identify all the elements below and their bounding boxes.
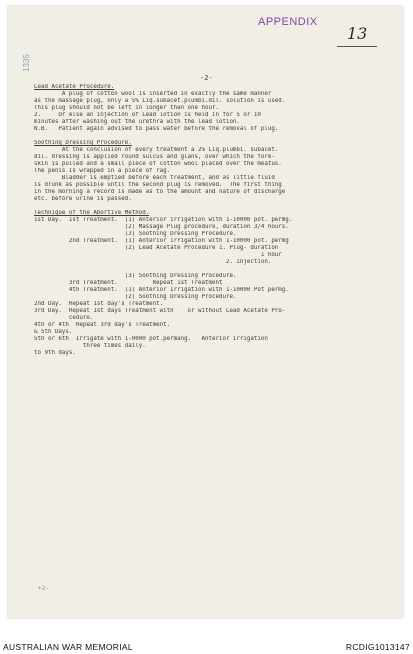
schedule-line: 2. Injection. [34, 259, 272, 265]
text-line: as the massage plug, only a 5% Liq.subacet.plumbi.dil. solution is used. [34, 98, 286, 104]
text-line: is drunk as possible until the second plug is removed. The first thing [34, 182, 282, 188]
schedule-line: 2nd Day. Repeat 1st day's Treatment. [34, 301, 164, 307]
schedule-line: 1st Day. 1st Treatment. (1) Anterior irrigation with 1-10000 pot. permg. [34, 217, 293, 223]
schedule-line: 3rd Treatment. Repeat 1st Treatment [34, 280, 223, 286]
text-line: The penis is wrapped in a piece of rag. [34, 168, 171, 174]
folio-number: 13 [347, 24, 368, 43]
schedule-line: cedure. [34, 315, 94, 321]
text-line: skin is pulled and a small piece of cotton wool placed over the meatus. [34, 161, 282, 167]
schedule-line: & 5th Days. [34, 329, 73, 335]
archive-footer [0, 640, 413, 654]
schedule-line: 3rd Day. Repeat 1st days Treatment with or without Lead Acetate Pro- [34, 308, 286, 314]
schedule-line: (3) Soothing Dressing Procedure. [34, 231, 237, 237]
section-heading-technique: Technique of the Abortive Method. [34, 210, 150, 216]
schedule-line: 5th or 6th Irrigate with 1-0000 pot.permang. Anterior irrigation [34, 336, 268, 342]
schedule-line: (2) Soothing Dressing Procedure. [34, 294, 237, 300]
schedule-line: three times daily. [34, 343, 146, 349]
text-line: in the morning a record is made as to the amount and nature of discharge [34, 189, 286, 195]
archive-stamp: 1335 [22, 54, 31, 72]
schedule-line: 2nd Treatment. (1) Anterior irrigation with 1-10000 pot. permg [34, 238, 289, 244]
margin-mark: +2- [38, 585, 49, 592]
schedule-line: (2) Massage Plug procedure, duration 3/4 hours. [34, 224, 289, 230]
lead-acetate-text [34, 91, 384, 133]
text-line: minutes after washing out the urethra with the lead lotion. [34, 119, 240, 125]
schedule-line [34, 266, 384, 273]
schedule-line: (3) Soothing Dressing Procedure. [34, 273, 237, 279]
text-line: A plug of cotton wool is inserted in exactly the same manner [34, 91, 272, 97]
technique-schedule [34, 217, 384, 357]
text-line: This plug should not be left in longer than one hour. [34, 105, 219, 111]
text-line: Bladder is emptied before each treatment, and as little fluid [34, 175, 275, 181]
document-body [34, 84, 384, 357]
footer-reference: RCDIG1013147 [345, 642, 410, 652]
schedule-line: (2) Lead Acetate Procedure 1. Plug- duration [34, 245, 279, 251]
page-number: -2- [200, 74, 213, 82]
footer-institution: AUSTRALIAN WAR MEMORIAL [3, 642, 133, 652]
schedule-line: to 9th days. [34, 350, 76, 356]
text-line: N.B. Patient again advised to pass water before the removal of plug. [34, 126, 279, 132]
folio-underline [337, 46, 377, 47]
schedule-line: 1 hour [34, 252, 282, 258]
section-heading-soothing: Soothing Dressing Procedure. [34, 140, 132, 146]
section-heading-lead-acetate: Lead Acetate Procedure. [34, 84, 115, 90]
text-line: 2. Or else an injection of Lead lotion is held in for 5 or 10 [34, 112, 261, 118]
schedule-line: 4th Treatment. (1) Anterior Irrigation with 1-10000 Pot permg. [34, 287, 289, 293]
schedule-line: 4th or 4th Repeat 3rd day's Treatment. [34, 322, 171, 328]
text-line: At the conclusion of every treatment a 2% Liq.plumbi. subacet. [34, 147, 279, 153]
text-line: etc. before urine is passed. [34, 196, 132, 202]
appendix-stamp: APPENDIX [258, 16, 318, 28]
text-line: dil. dressing is applied round sulcus and glans, over which the fore- [34, 154, 275, 160]
soothing-text [34, 147, 384, 203]
